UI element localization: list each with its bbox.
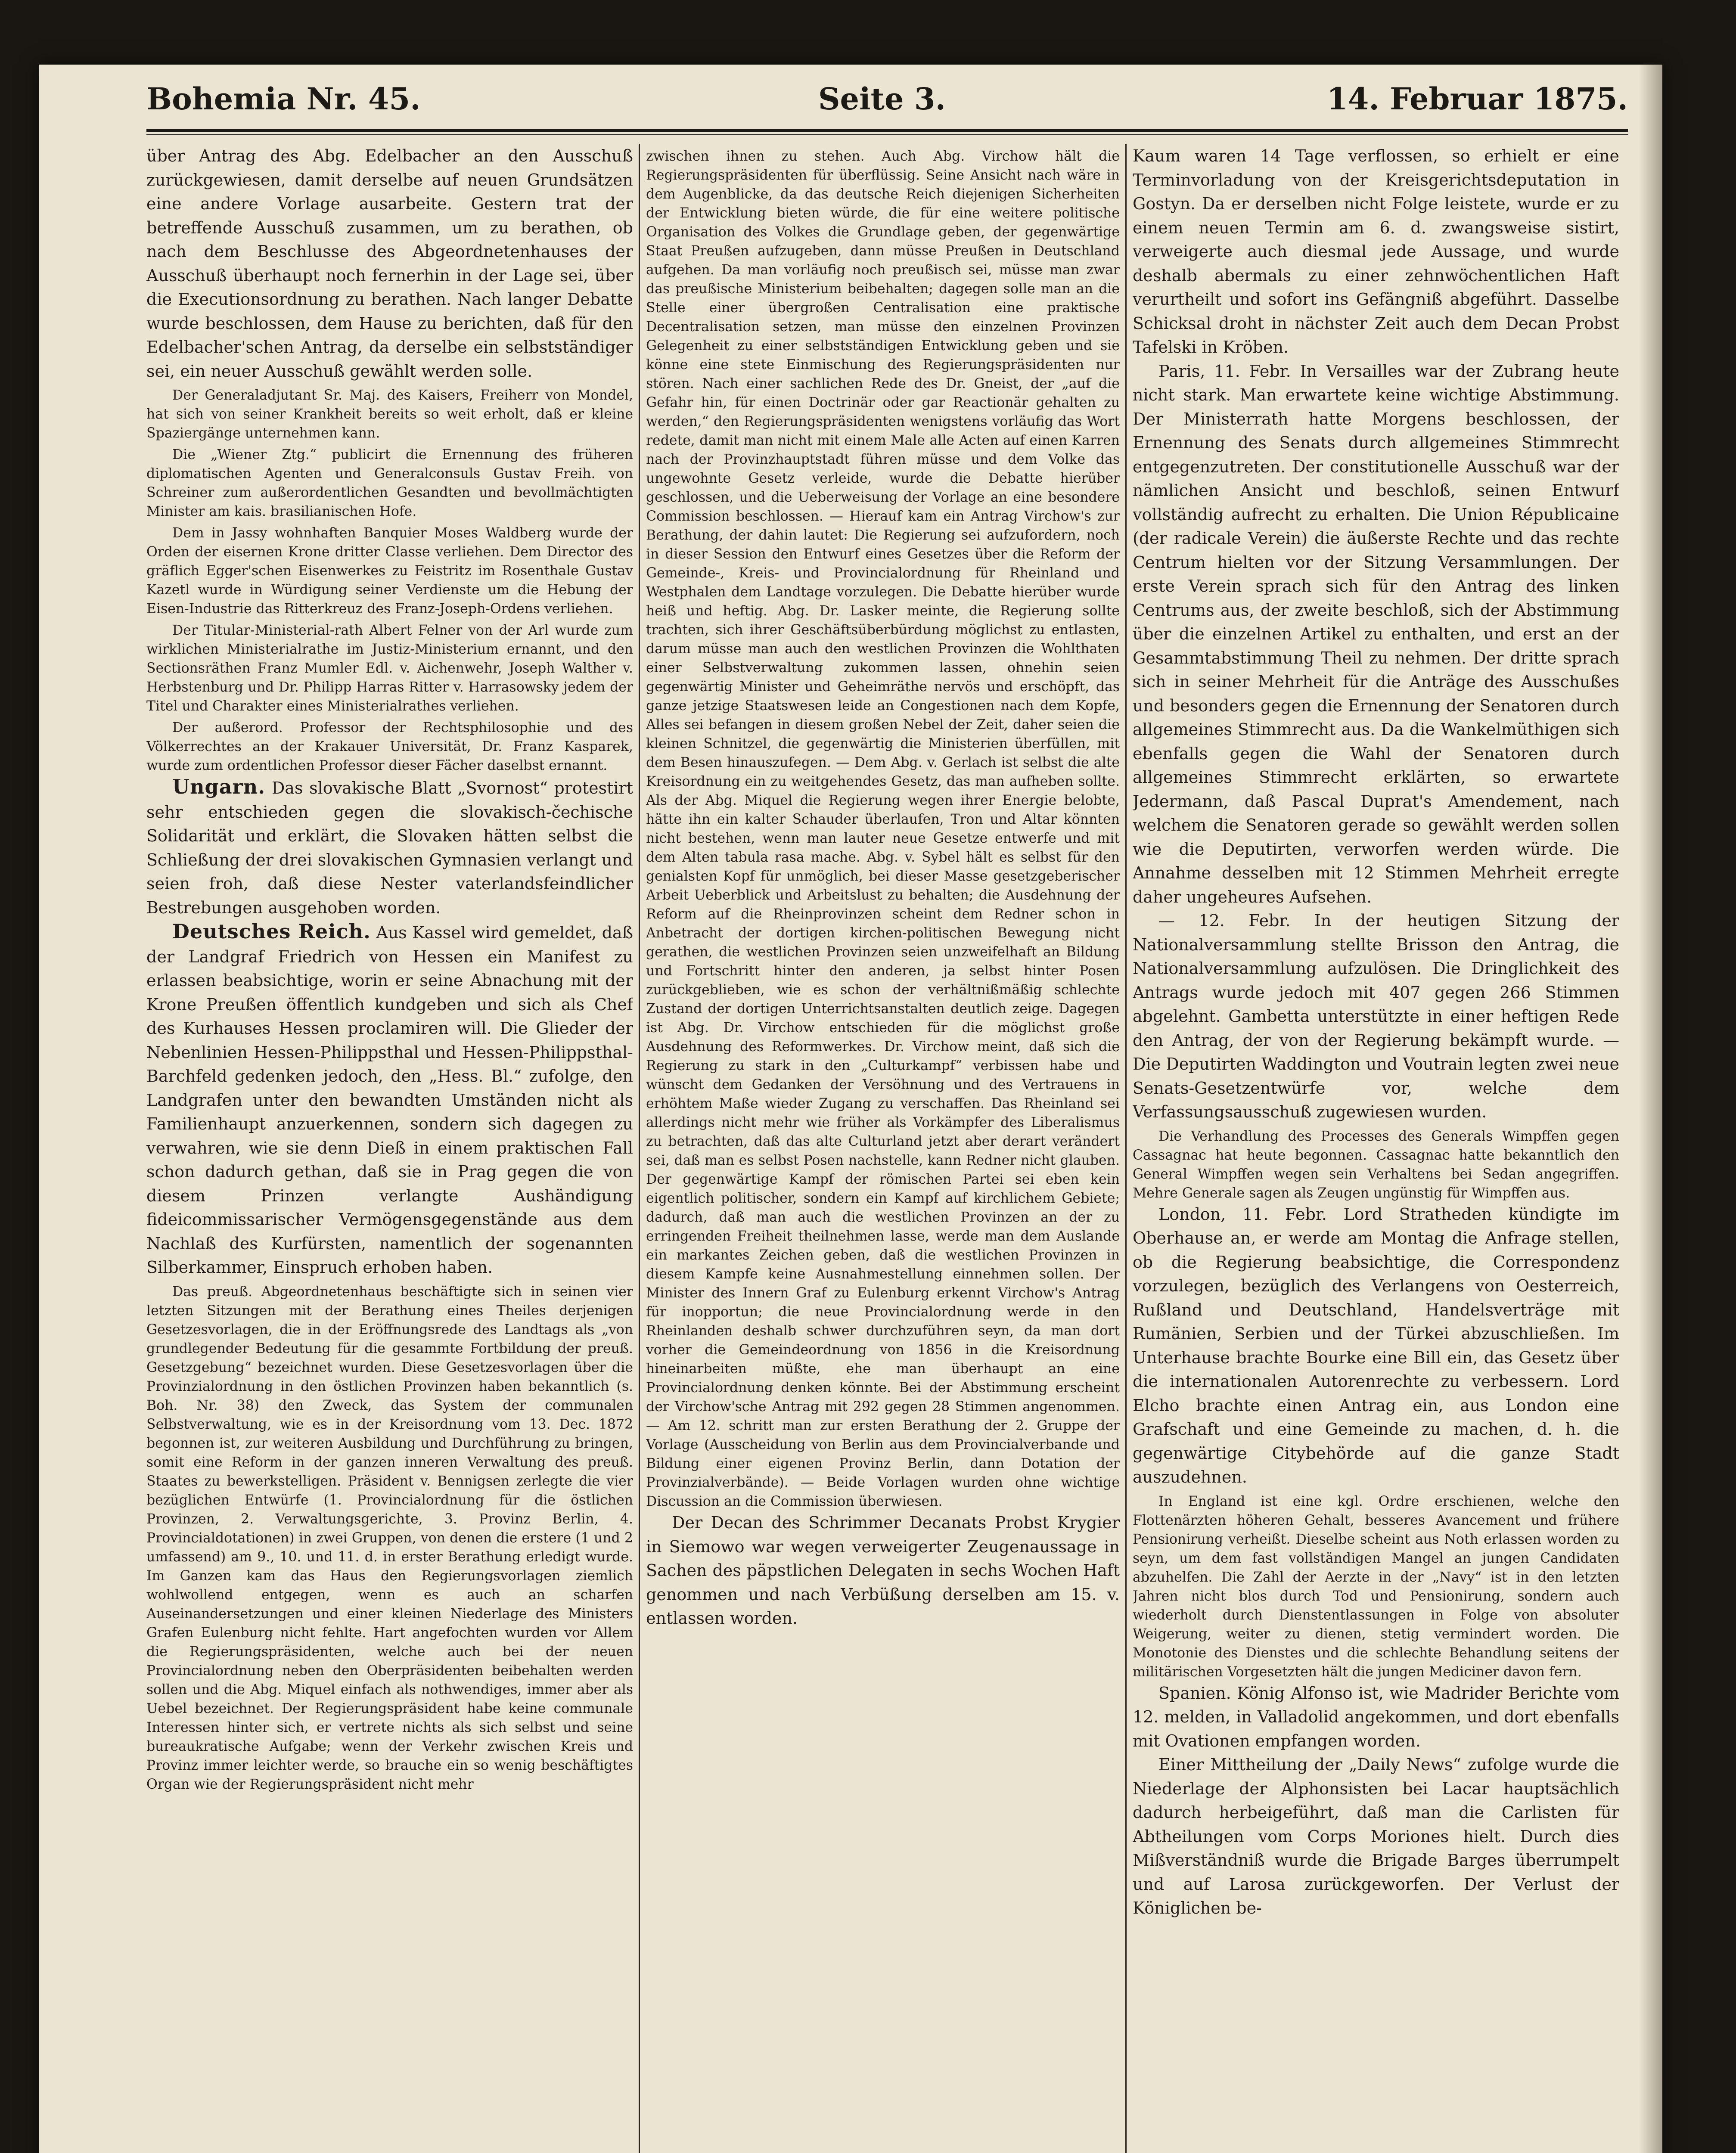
notice-mondel: Der Generaladjutant Sr. Maj. des Kaisers, Freiherr von Mondel, hat sich von seiner Krankheit bereits so weit erholt, daß er kleine Spaziergänge unternehmen kann. [146, 388, 633, 441]
notice-waldberg: Dem in Jassy wohnhaften Banquier Moses Waldberg wurde der Orden der eisernen Krone dritter Classe verliehen. Dem Director des gräflich Egger'schen Eisenwerkes zu Feistritz im Rosenthale Gustav Kazetl wurde in Würdigung seiner Verdienste um die Hebung der Eisen-Industrie das Ritterkreuz des Franz-Joseph-Ordens verliehen. [146, 525, 633, 617]
section-deutsches-reich [146, 920, 633, 1280]
column-2 [646, 144, 1120, 2153]
article-krygier-cont: Kaum waren 14 Tage verflossen, so erhielt er eine Terminvorladung von der Kreisgerichtsdeputation in Gostyn. Da er derselben nicht Folge leistete, wurde er zu einem neuen Termin am 6. d. zwangsweise sistirt, verweigerte auch diesmal jede Aussage, und wurde deshalb abermals zu einer zehnwöchentlichen Haft verurtheilt und sofort ins Gefängniß abgeführt. Dasselbe Schicksal droht in nächster Zeit auch dem Decan Probst Tafelski in Kröben. [1133, 146, 1619, 357]
column-divider-2 [1125, 144, 1127, 2153]
notice-schreiner: Die „Wiener Ztg.“ publicirt die Ernennung des früheren diplomatischen Agenten und Generalconsuls Gustav Freih. von Schreiner zum außerordentlichen Gesandten und bevollmächtigten Minister am kais. brasilianischen Hofe. [146, 447, 633, 519]
article-paris-11: Paris, 11. Febr. In Versailles war der Zubrang heute nicht stark. Man erwartete keine wichtige Abstimmung. Der Ministerrath hatte Morgens beschlossen, der Ernennung des Senats durch allgemeines Stimmrecht entgegenzutreten. Der constitutionelle Ausschuß war der nämlichen Ansicht und beschloß, seinen Entwurf vollständig aufrecht zu erhalten. Die Union Républicaine (der radicale Verein) die äußerste Rechte und das rechte Centrum hielten vor der Sitzung Versammlungen. Der erste Verein sprach sich für den Antrag des linken Centrums aus, der zweite beschloß, sich der Abstimmung über die einzelnen Artikel zu enthalten, und erst an der Gesammtabstimmung Theil zu nehmen. Der dritte sprach sich in seiner Mehrheit für die Anträge des Ausschußes und besonders gegen die Ernennung der Senatoren durch allgemeines Stimmrecht aus. Da die Wankelmüthigen sich ebenfalls gegen die Wahl der Senatoren durch allgemeines Stimmrecht erklärten, so erwartete Jedermann, daß Pascal Duprat's Amendement, nach welchem die Senatoren gerade so gewählt werden sollen wie die Deputirten, verworfen werden würde. Die Annahme desselben mit 12 Stimmen Mehrheit erregte daher ungeheures Aufsehen. [1133, 361, 1619, 906]
article-paris-12: — 12. Febr. In der heutigen Sitzung der Nationalversammlung stellte Brisson den Antrag, die Nationalversammlung aufzulösen. Die Dringlichkeit des Antrags wurde jedoch mit 407 gegen 266 Stimmen abgelehnt. Gambetta unterstützte in einer heftigen Rede den Antrag, der von der Regierung bekämpft wurde. — Die Deputirten Waddington und Voutrain legten zwei neue Senats-Gesetzentwürfe vor, welche dem Verfassungsausschuß zugewiesen wurden. [1133, 911, 1619, 1121]
masthead-issue: Bohemia Nr. 45. [146, 81, 421, 117]
article-kassel: Aus Kassel wird gemeldet, daß der Landgraf Friedrich von Hessen ein Manifest zu erlassen beabsichtige, worin er seine Abnachung mit der Krone Preußen öffentlich kundgeben und sich als Chef des Kurhauses Hessen proclamiren will. Die Glieder der Nebenlinien Hessen-Philippsthal und Hessen-Philippsthal-Barchfeld gedenken jedoch, den „Hess. Bl.“ zufolge, den Landgrafen unter den bewandten Umständen nicht als Familienhaupt anzuerkennen, sondern sich dagegen zu verwahren, wie sie denn Dieß in einem praktischen Fall schon dadurch gethan, daß sie in Prag gegen die von diesem Prinzen verlangte Aushändigung fideicommissarischer Vermögensgegenstände aus dem Nachlaß des Kurfürsten, namentlich der sogenannten Silberkammer, Einspruch erhoben haben. [146, 923, 633, 1277]
article-abgeordnetenhaus-cont: zwischen ihnen zu stehen. Auch Abg. Virchow hält die Regierungspräsidenten für überflüssig. Seine Ansicht nach wäre in dem Augenblicke, da das deutsche Reich diejenigen Sicherheiten der Entwicklung bieten würde, die für eine weitere politische Organisation des Volkes die Grundlage geben, der gegenwärtige Staat Preußen aufzugeben, dann müsse Preußen in Deutschland aufgehen. Da man vorläufig noch preußisch sei, müsse man zwar das preußische Ministerium beibehalten; dagegen solle man an die Stelle einer übergroßen Centralisation eine praktische Decentralisation setzen, man müsse den einzelnen Provinzen Gelegenheit zu einer selbstständigen Entwicklung geben und sie könne eine stete Einmischung des Regierungspräsidenten nur stören. Nach einer sachlichen Rede des Dr. Gneist, der „auf die Gefahr hin, für einen Doctrinär oder gar Reactionär gehalten zu werden,“ den Regierungspräsidenten wenigstens vorläufig das Wort redete, damit man nicht mit einem Male alle Acten auf einen Karren nach der Provinzhauptstadt führen müsse und dem Volke das ungewohnte Gesetz verleide, wurde die Debatte hierüber geschlossen, und die Ueberweisung der Vorlage an eine besondere Commission beschlossen. — Hierauf kam ein Antrag Virchow's zur Berathung, der dahin lautet: Die Regierung sei aufzufordern, noch in dieser Session den Entwurf eines Gesetzes über die Reform der Gemeinde-, Kreis- und Provincialordnung für Rheinland und Westphalen dem Landtage vorzulegen. Die Debatte hierüber wurde heiß und heftig. Abg. Dr. Lasker meinte, die Regierung sollte trachten, sich ihrer Geschäftsüberbürdung möglichst zu entlasten, darum müsse man auch den westlichen Provinzen die Wohlthaten einer Selbstverwaltung zukommen lassen, ohnehin seien gegenwärtig Minister und Geheimräthe nervös und erschöpft, das ganze jetzige Staatswesen leide an Congestionen nach dem Kopfe, Alles sei befangen in diesem großen Nebel der Zeit, daher seien die kleinen Schnitzel, die gegenwärtig die Ministerien überfüllen, mit dem Besen hinauszufegen. — Dem Abg. v. Gerlach ist selbst die alte Kreisordnung ein zu weitgehendes Gesetz, das man aufheben sollte. Als der Abg. Miquel die Regierung wegen ihrer Energie belobte, hätte ihn ein kalter Schauder überlaufen, Tron und Altar könnten nicht bestehen, wenn man lauter neue Gesetze entwerfe und mit dem Alten tabula rasa mache. Abg. v. Sybel hält es selbst für den genialsten Kopf für unmöglich, bei dieser Masse gesetzgeberischer Arbeit Ueberblick und Arbeitslust zu behalten; die Ausdehnung der Reform auf die Rheinprovinzen scheint dem Redner schon in Anbetracht der dortigen kirchen-politischen Bewegung nicht gerathen, die westlichen Provinzen seien unzweifelhaft an Bildung und Fortschritt hinter den anderen, ja selbst hinter Posen zurückgeblieben, wie es schon der verhältnißmäßig schlechte Zustand der dortigen Unterrichtsanstalten deutlich zeige. Dagegen ist Abg. Dr. Virchow entschieden für die möglichst große Ausdehnung des Reformwerkes. Dr. Virchow meint, daß sich die Regierung zu stark in den „Culturkampf“ verbissen habe und wünscht dem Gedanken der Versöhnung und des Vertrauens in erhöhtem Maße wieder Zugang zu verschaffen. Das Rheinland sei allerdings nicht mehr wie früher als Vorkämpfer des Liberalismus zu betrachten, daß das alte Culturland jetzt aber derart verändert sei, daß man es selbst Posen nachstelle, kann Redner nicht glauben. Der gegenwärtige Kampf der römischen Partei sei eben kein eigentlich politischer, sondern ein Kampf auf kirchlichem Gebiete; dadurch, daß man auch die westlichen Provinzen an der zu erringenden Freiheit theilnehmen lasse, werde man dem Auslande ein markantes Zeichen geben, daß die westlichen Provinzen in diesem Kampfe keine Ausnahmestellung einnehmen sollen. Der Minister des Innern Graf zu Eulenburg erkennt Virchow's Antrag für inopportun; die neue Provincialordnung werde in den Rheinlanden deshalb schwer durchzuführen seyn, da man dort vorher die Gemeindeordnung von 1856 in die Kreisordnung hineinarbeiten müßte, ehe man überhaupt an eine Provincialordnung denken könnte. Bei der Abstimmung erscheint der Virchow'sche Antrag mit 292 gegen 28 Stimmen angenommen. — Am 12. schritt man zur ersten Berathung der 2. Gruppe der Vorlage (Ausscheidung von Berlin aus dem Provincialverbande und Bildung einer eigenen Provinz Berlin, dann Dotation der Provinzialverbände). — Beide Vorlagen wurden ohne wichtige Discussion an die Commission überwiesen. [646, 149, 1120, 1509]
article-ungarn: Das slovakische Blatt „Svornost“ protestirt sehr entschieden gegen die slovakisch-čechische Solidarität und erklärt, die Slovaken hätten selbst die Schließung der drei slovakischen Gymnasien verlangt und seien froh, daß diese Nester vaterlandsfeindlicher Bestrebungen ausgehoben worden. [146, 779, 633, 917]
notice-kasparek: Der außerord. Professor der Rechtsphilosophie und des Völkerrechtes an der Krakauer Universität, Dr. Franz Kasparek, wurde zum ordentlichen Professor dieser Fächer daselbst ernannt. [146, 720, 633, 773]
column-3 [1133, 144, 1619, 2153]
article-england: In England ist eine kgl. Ordre erschienen, welche den Flottenärzten höheren Gehalt, besseres Avancement und frühere Pensionirung verheißt. Dieselbe scheint aus Noth erlassen worden zu seyn, um dem fast vollständigen Mangel an jungen Candidaten abzuhelfen. Die Zahl der Aerzte in der „Navy“ ist in den letzten Jahren nicht blos durch Tod und Pensionirung, sondern auch wiederholt durch Dienstentlassungen in Folge von absoluter Weigerung, weiter zu dienen, stetig vermindert worden. Die Monotonie des Dienstes und die schlechte Behandlung seitens der militärischen Vorgesetzten hält die jungen Mediciner davon fern. [1133, 1493, 1619, 1680]
page-number: Seite 3. [818, 81, 946, 117]
article-wimpffen: Die Verhandlung des Processes des Generals Wimpffen gegen Cassagnac hat heute begonnen. Cassagnac hatte bekanntlich den General Wimpffen wegen sein Verhaltens bei Sedan angegriffen. Mehre Generale sagen als Zeugen ungünstig für Wimpffen aus. [1133, 1128, 1619, 1201]
article-krygier: Der Decan des Schrimmer Decanats Probst Krygier in Siemowo war wegen verweigerter Zeugenaussage in Sachen des päpstlichen Delegaten in sechs Wochen Haft genommen und nach Verbüßung derselben am 15. v. entlassen worden. [646, 1513, 1120, 1628]
newspaper-page [39, 65, 1662, 2153]
article-abgeordnetenhaus: Das preuß. Abgeordnetenhaus beschäftigte sich in seinen vier letzten Sitzungen mit der Berathung eines Theiles derjenigen Gesetzesvorlagen, die in der Eröffnungsrede des Landtags als „von grundlegender Bedeutung für die gesammte Fortbildung der preuß. Gesetzgebung“ bezeichnet wurden. Diese Gesetzesvorlagen über die Provinzialordnung in den östlichen Provinzen haben bekanntlich (s. Boh. Nr. 38) den Zweck, das System der communalen Selbstverwaltung, wie es in der Kreisordnung vom 13. Dec. 1872 begonnen ist, zur weiteren Ausbildung und Durchführung zu bringen, somit eine Reform in der ganzen inneren Verwaltung des preuß. Staates zu bewerkstelligen. Präsident v. Bennigsen zerlegte die vier bezüglichen Entwürfe (1. Provincialordnung für die östlichen Provinzen, 2. Verwaltungsgerichte, 3. Provinz Berlin, 4. Provincialdotationen) in zwei Gruppen, von denen die erstere (1 und 2 umfassend) am 9., 10. und 11. d. in erster Berathung erledigt wurde. Im Ganzen kam das Haus den Regierungsvorlagen ziemlich wohlwollend entgegen, wenn es auch an scharfen Auseinandersetzungen und einer kleinen Niederlage des Ministers Grafen Eulenburg nicht fehlte. Hart angefochten wurden vor Allem die Regierungspräsidenten, welche auch bei der neuen Provincialordnung neben den Oberpräsidenten beibehalten werden sollen und die Abg. Miquel einfach als nothwendiges, immer aber als Uebel bezeichnet. Der Regierungspräsident habe keine communale Interessen hinter sich, er vertrete nichts als sich selbst und seine bureaukratische Aufgabe; wenn der Verkehr zwischen Kreis und Provinz immer leichter werde, so brauche ein so wenig beschäftigtes Organ wie der Regierungspräsident nicht mehr [146, 1284, 633, 1792]
article-london: London, 11. Febr. Lord Stratheden kündigte im Oberhause an, er werde am Montag die Anfrage stellen, ob die Regierung beabsichtige, die Correspondenz vorzulegen, bezüglich des Verlangens von Oesterreich, Rußland und Deutschland, Handelsverträge mit Rumänien, Serbien und der Türkei abzuschließen. Im Unterhause brachte Bourke eine Bill ein, das Gesetz über die internationalen Autorenrechte zu verbessern. Lord Elcho brachte einen Antrag ein, aus London eine Grafschaft und eine Gemeinde zu machen, d. h. die gegenwärtige Citybehörde auf die ganze Stadt auszudehnen. [1133, 1204, 1619, 1486]
section-ungarn [146, 775, 633, 920]
header-rule [146, 129, 1628, 135]
heading-deutsches-reich: Deutsches Reich. [172, 920, 371, 943]
page-header [146, 81, 1628, 133]
article-spanien: Spanien. König Alfonso ist, wie Madrider Berichte vom 12. melden, in Valladolid angekommen, und dort ebenfalls mit Ovationen empfangen worden. [1133, 1683, 1619, 1750]
article-ausschuss: über Antrag des Abg. Edelbacher an den Ausschuß zurückgewiesen, damit derselbe auf neuen Grundsätzen eine andere Vorlage ausarbeite. Gestern trat der betreffende Ausschuß zusammen, um zu berathen, ob nach dem Beschlusse des Abgeordnetenhauses der Ausschuß überhaupt noch fernerhin in der Lage sei, über die Executionsordnung zu berathen. Nach langer Debatte wurde beschlossen, dem Hause zu berichten, daß für den Edelbacher'schen Antrag, da derselbe ein selbstständiger sei, ein neuer Ausschuß gewählt werden solle. [146, 146, 633, 381]
heading-ungarn: Ungarn. [172, 775, 266, 798]
column-1 [146, 144, 633, 2153]
column-divider-1 [639, 144, 640, 2153]
issue-date: 14. Februar 1875. [1326, 81, 1628, 117]
article-daily-news: Einer Mittheilung der „Daily News“ zufolge wurde die Niederlage der Alphonsisten bei Lacar hauptsächlich dadurch herbeigeführt, daß man die Carlisten für Abtheilungen vom Corps Moriones hielt. Durch dies Mißverständniß wurde die Brigade Barges überrumpelt und auf Larosa zurückgeworfen. Der Verlust der Königlichen be- [1133, 1755, 1619, 1917]
notice-felner: Der Titular-Ministerial-rath Albert Felner von der Arl wurde zum wirklichen Ministerialrathe im Justiz-Ministerium ernannt, und den Sectionsräthen Franz Mumler Edl. v. Aichenwehr, Joseph Walther v. Herbstenburg und Dr. Philipp Harras Ritter v. Harrasowsky jedem der Titel und Charakter eines Ministerialrathes verliehen. [146, 623, 633, 714]
page-edge-shadow [1639, 65, 1662, 2153]
